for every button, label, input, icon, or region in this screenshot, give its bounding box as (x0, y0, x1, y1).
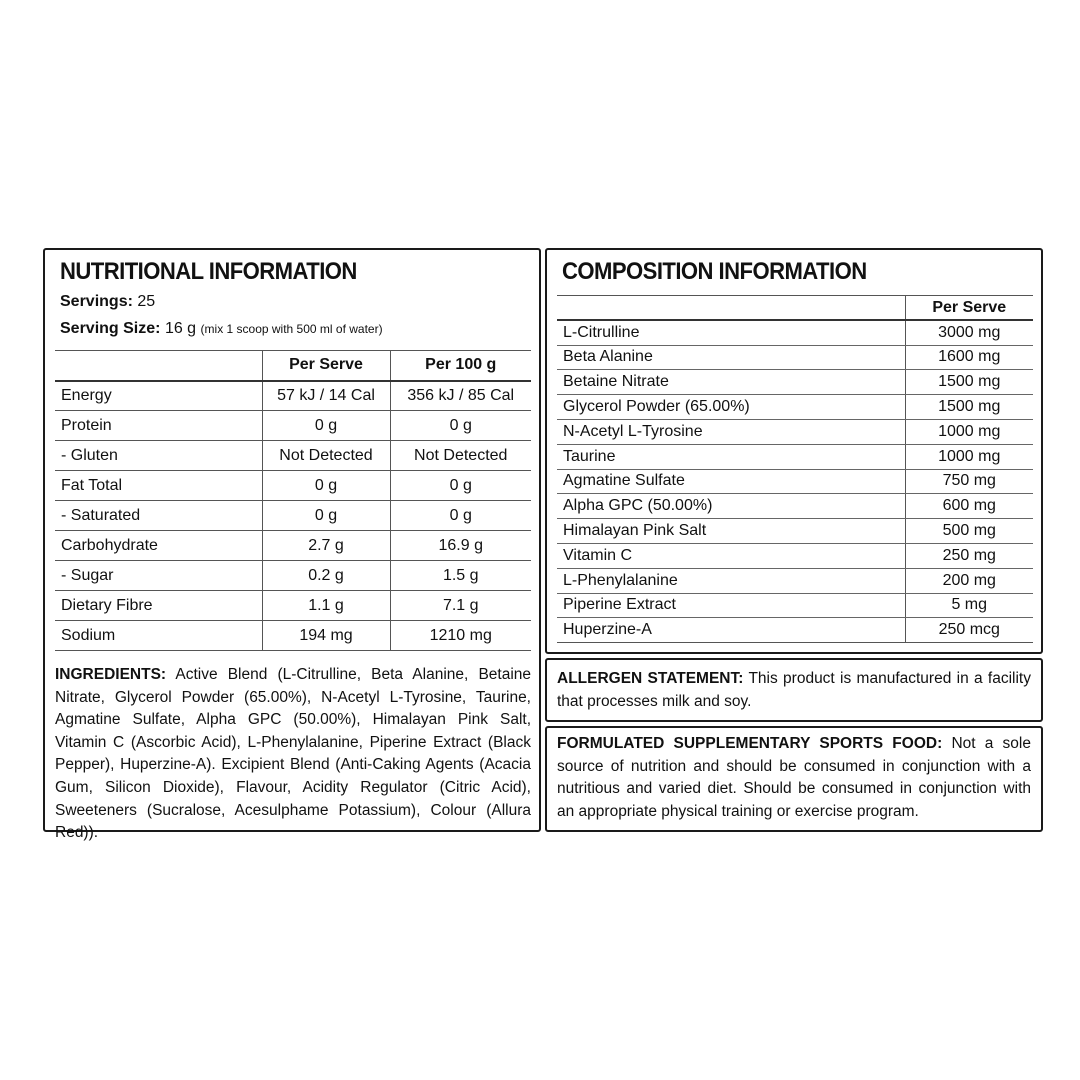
ingredient-amount: 600 mg (905, 494, 1033, 519)
ingredient-name: Huperzine-A (557, 618, 905, 643)
nutrient-label: Carbohydrate (55, 531, 262, 561)
serving-size-line (60, 320, 383, 338)
per-100g-header: Per 100 g (390, 351, 531, 381)
table-row (557, 494, 1033, 519)
per-serve-value: 1.1 g (262, 591, 390, 621)
per-100g-value: 0 g (390, 471, 531, 501)
ingredients-text: Active Blend (L-Citrulline, Beta Alanine, Betaine Nitrate, Glycerol Powder (65.00%), N-Acetyl L-Tyrosine, Taurine, Agmatine Sulfate, Alpha GPC (50.00%), Himalayan Pink Salt, Vitamin C (Ascorbic Acid), L-Phenylalanine, Piperine Extract (Black Pepper), Huperzine-A). Excipient Blend (Anti-Caking Agents (Acacia Gum, Silicon Dioxide), Flavour, Acidity Regulator (Citric Acid), Sweeteners (Sucralose, Acesulphame Potassium), Colour (Allura Red)). (55, 666, 532, 842)
serving-size-label: Serving Size: (60, 320, 161, 337)
per-serve-value: 0.2 g (262, 561, 390, 591)
nutrient-label: - Saturated (55, 501, 262, 531)
allergen-statement (557, 668, 1031, 713)
serving-size-value: 16 g (164, 320, 197, 337)
composition-information-panel (545, 248, 1043, 654)
serving-size-note: (mix 1 scoop with 500 ml of water) (200, 322, 383, 336)
nutrition-table-header (55, 351, 531, 381)
per-serve-value: 0 g (262, 501, 390, 531)
ingredient-name: Agmatine Sulfate (557, 469, 905, 494)
nutritional-information-panel (43, 248, 541, 842)
table-row (557, 469, 1033, 494)
nutrient-label: Dietary Fibre (55, 591, 262, 621)
sports-food-statement-panel (545, 726, 1043, 832)
nutrient-label: Fat Total (55, 471, 262, 501)
per-100g-value: 356 kJ / 85 Cal (390, 381, 531, 411)
ingredient-amount: 1000 mg (905, 444, 1033, 469)
ingredient-amount: 1600 mg (905, 345, 1033, 370)
table-row (557, 370, 1033, 395)
table-row (557, 618, 1033, 643)
composition-table (557, 295, 1033, 643)
ingredient-amount: 1000 mg (905, 419, 1033, 444)
sports-food-label: FORMULATED SUPPLEMENTARY SPORTS FOOD: (557, 735, 943, 752)
table-row (557, 568, 1033, 593)
allergen-text: This product is manufactured in a facility that processes milk and soy. (557, 670, 1031, 710)
sports-food-statement (557, 733, 1031, 823)
ingredient-name: Alpha GPC (50.00%) (557, 494, 905, 519)
composition-per-serve-header: Per Serve (905, 296, 1033, 321)
per-100g-value: 16.9 g (390, 531, 531, 561)
table-row (55, 561, 531, 591)
per-serve-value: Not Detected (262, 441, 390, 471)
allergen-label: ALLERGEN STATEMENT: (557, 670, 744, 687)
per-100g-value: 0 g (390, 411, 531, 441)
per-100g-value: Not Detected (390, 441, 531, 471)
table-row (55, 381, 531, 411)
nutrition-header-blank (55, 351, 262, 381)
ingredient-name: Piperine Extract (557, 593, 905, 618)
per-100g-value: 1.5 g (390, 561, 531, 591)
ingredient-amount: 1500 mg (905, 395, 1033, 420)
ingredient-name: Himalayan Pink Salt (557, 519, 905, 544)
table-row (557, 543, 1033, 568)
composition-header-blank (557, 296, 905, 321)
nutrient-label: - Sugar (55, 561, 262, 591)
ingredient-name: Vitamin C (557, 543, 905, 568)
table-row (557, 345, 1033, 370)
per-serve-value: 0 g (262, 471, 390, 501)
table-row (55, 471, 531, 501)
ingredient-amount: 5 mg (905, 593, 1033, 618)
table-row (55, 621, 531, 651)
nutrient-label: Protein (55, 411, 262, 441)
ingredient-name: N-Acetyl L-Tyrosine (557, 419, 905, 444)
table-row (557, 395, 1033, 420)
per-100g-value: 7.1 g (390, 591, 531, 621)
table-row (55, 441, 531, 471)
nutrition-table (55, 350, 531, 651)
ingredient-amount: 200 mg (905, 568, 1033, 593)
per-serve-header: Per Serve (262, 351, 390, 381)
ingredient-amount: 3000 mg (905, 320, 1033, 345)
table-row (557, 320, 1033, 345)
ingredient-name: Beta Alanine (557, 345, 905, 370)
nutrient-label: Sodium (55, 621, 262, 651)
table-row (557, 444, 1033, 469)
nutrition-heading: NUTRITIONAL INFORMATION (60, 258, 357, 285)
per-serve-value: 57 kJ / 14 Cal (262, 381, 390, 411)
table-row (55, 591, 531, 621)
per-serve-value: 0 g (262, 411, 390, 441)
table-row (557, 519, 1033, 544)
ingredient-amount: 750 mg (905, 469, 1033, 494)
per-100g-value: 1210 mg (390, 621, 531, 651)
per-100g-value: 0 g (390, 501, 531, 531)
sports-food-text: Not a sole source of nutrition and should be consumed in conjunction with a nutritious and varied diet. Should be consumed in conjunction with an appropriate physical training or exercise program. (557, 735, 1031, 820)
per-serve-value: 2.7 g (262, 531, 390, 561)
table-row (55, 501, 531, 531)
allergen-statement-panel (545, 658, 1043, 722)
ingredient-amount: 500 mg (905, 519, 1033, 544)
ingredient-amount: 250 mg (905, 543, 1033, 568)
ingredient-name: Taurine (557, 444, 905, 469)
ingredient-name: L-Citrulline (557, 320, 905, 345)
table-row (55, 531, 531, 561)
ingredients-label: INGREDIENTS: (55, 666, 167, 683)
composition-table-header (557, 296, 1033, 321)
table-row (557, 593, 1033, 618)
ingredient-amount: 250 mcg (905, 618, 1033, 643)
ingredient-name: Betaine Nitrate (557, 370, 905, 395)
table-row (55, 411, 531, 441)
ingredient-name: L-Phenylalanine (557, 568, 905, 593)
servings-line (60, 293, 155, 311)
ingredient-amount: 1500 mg (905, 370, 1033, 395)
nutrient-label: Energy (55, 381, 262, 411)
per-serve-value: 194 mg (262, 621, 390, 651)
composition-heading: COMPOSITION INFORMATION (562, 258, 867, 285)
table-row (557, 419, 1033, 444)
servings-value: 25 (137, 293, 156, 310)
servings-label: Servings: (60, 293, 133, 310)
ingredients-statement (55, 664, 531, 845)
nutrient-label: - Gluten (55, 441, 262, 471)
ingredient-name: Glycerol Powder (65.00%) (557, 395, 905, 420)
